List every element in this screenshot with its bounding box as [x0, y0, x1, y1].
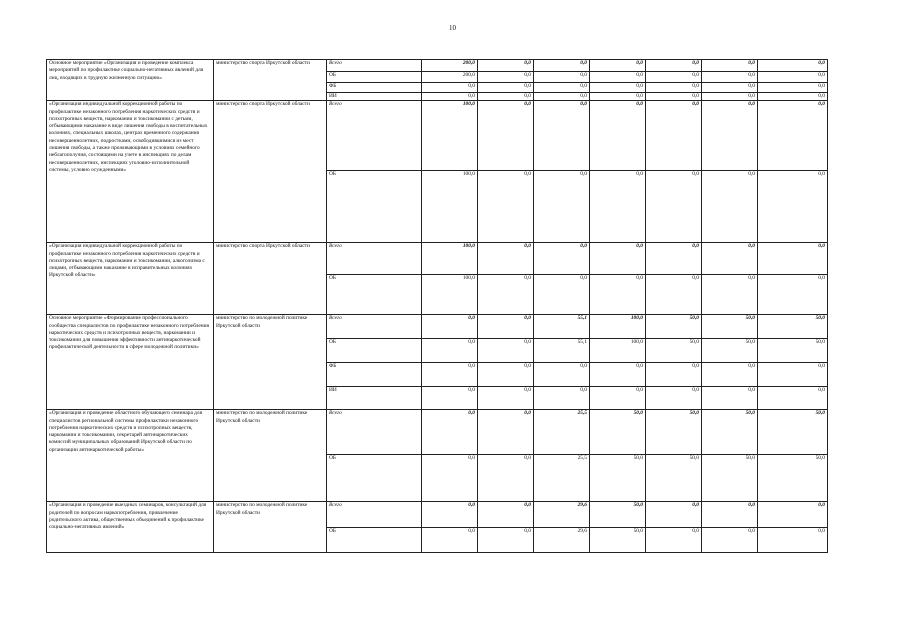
amount-cell: 0,0	[422, 502, 478, 528]
amount-cell: 0,0	[590, 72, 646, 83]
amount-cell: 50,0	[758, 410, 828, 455]
activity-description: «Организация индивидуальной коррекционной работы по профилактике незаконного потребления наркотических средств и психотропных веществ, наркомании и токсикомании, алкоголизма с лицами, отбывающими наказание в исправительных колониях Иркутской области»	[47, 243, 214, 315]
amount-cell: 0,0	[478, 93, 534, 101]
amount-cell: 0,0	[478, 72, 534, 83]
amount-cell: 200,0	[422, 72, 478, 83]
amount-cell: 0,0	[478, 455, 534, 502]
table-row	[47, 243, 828, 275]
amount-cell: 100,0	[422, 101, 478, 171]
amount-cell: 100,0	[590, 339, 646, 363]
amount-cell: 0,0	[646, 502, 702, 528]
amount-cell: 0,0	[702, 387, 758, 410]
amount-cell: 0,0	[590, 60, 646, 72]
amount-cell: 25,5	[534, 455, 590, 502]
activity-description: «Организация и проведение областного обучающего семинара для специалистов региональной системы профилактики незаконного потребления наркотических средств и психотропных веществ, наркомании и токсикомании, секретарей антинаркотических комиссий муниципальных образований Иркутской области по организации антинаркотической работы»	[47, 410, 214, 502]
responsible-executor: министерство спорта Иркутской области	[214, 60, 327, 101]
funding-source: Всего	[327, 243, 422, 275]
amount-cell: 0,0	[758, 171, 828, 243]
amount-cell: 0,0	[478, 528, 534, 553]
amount-cell: 0,0	[646, 528, 702, 553]
amount-cell: 50,0	[590, 502, 646, 528]
amount-cell: 0,0	[646, 101, 702, 171]
funding-source: ОБ	[327, 275, 422, 315]
amount-cell: 50,0	[758, 455, 828, 502]
funding-source: ИИ	[327, 93, 422, 101]
funding-source: ОБ	[327, 171, 422, 243]
table-row	[47, 410, 828, 455]
table-row	[47, 60, 828, 72]
amount-cell: 0,0	[646, 83, 702, 93]
amount-cell: 0,0	[422, 528, 478, 553]
amount-cell: 0,0	[590, 83, 646, 93]
amount-cell: 50,0	[702, 315, 758, 339]
amount-cell: 0,0	[422, 315, 478, 339]
funding-source: ОБ	[327, 339, 422, 363]
amount-cell: 0,0	[478, 60, 534, 72]
amount-cell: 0,0	[590, 275, 646, 315]
amount-cell: 0,0	[702, 83, 758, 93]
table-row	[47, 502, 828, 528]
responsible-executor: министерство спорта Иркутской области	[214, 101, 327, 243]
amount-cell: 0,0	[646, 243, 702, 275]
amount-cell: 50,0	[758, 339, 828, 363]
funding-source: ФБ	[327, 363, 422, 387]
amount-cell: 0,0	[422, 387, 478, 410]
amount-cell: 0,0	[534, 83, 590, 93]
amount-cell: 0,0	[646, 171, 702, 243]
amount-cell: 50,0	[702, 455, 758, 502]
amount-cell: 0,0	[758, 502, 828, 528]
funding-source: Всего	[327, 315, 422, 339]
amount-cell: 0,0	[534, 275, 590, 315]
amount-cell: 50,0	[646, 410, 702, 455]
amount-cell: 0,0	[422, 93, 478, 101]
amount-cell: 0,0	[478, 363, 534, 387]
amount-cell: 0,0	[478, 387, 534, 410]
amount-cell: 0,0	[478, 83, 534, 93]
amount-cell: 200,0	[422, 60, 478, 72]
funding-source: Всего	[327, 101, 422, 171]
amount-cell: 0,0	[534, 60, 590, 72]
amount-cell: 0,0	[758, 93, 828, 101]
amount-cell: 0,0	[758, 528, 828, 553]
amount-cell: 100,0	[422, 171, 478, 243]
amount-cell: 0,0	[758, 243, 828, 275]
amount-cell: 50,0	[646, 315, 702, 339]
amount-cell: 0,0	[702, 243, 758, 275]
amount-cell: 0,0	[758, 72, 828, 83]
amount-cell: 0,0	[590, 93, 646, 101]
amount-cell: 0,0	[534, 387, 590, 410]
amount-cell: 0,0	[590, 363, 646, 387]
amount-cell: 0,0	[478, 243, 534, 275]
amount-cell: 50,0	[590, 455, 646, 502]
responsible-executor: министерство по молодежной политике Иркутской области	[214, 410, 327, 502]
budget-table	[46, 59, 828, 553]
amount-cell: 0,0	[702, 528, 758, 553]
amount-cell: 100,0	[422, 243, 478, 275]
amount-cell: 0,0	[534, 101, 590, 171]
amount-cell: 0,0	[478, 339, 534, 363]
amount-cell: 0,0	[702, 275, 758, 315]
amount-cell: 0,0	[478, 275, 534, 315]
amount-cell: 55,1	[534, 315, 590, 339]
amount-cell: 0,0	[702, 72, 758, 83]
amount-cell: 50,0	[590, 410, 646, 455]
amount-cell: 0,0	[702, 502, 758, 528]
amount-cell: 0,0	[534, 72, 590, 83]
funding-source: Всего	[327, 502, 422, 528]
amount-cell: 0,0	[758, 83, 828, 93]
amount-cell: 0,0	[646, 72, 702, 83]
amount-cell: 50,0	[702, 410, 758, 455]
amount-cell: 29,6	[534, 502, 590, 528]
funding-source: ОБ	[327, 72, 422, 83]
amount-cell: 100,0	[422, 275, 478, 315]
amount-cell: 0,0	[758, 101, 828, 171]
activity-description: «Организация индивидуальной коррекционной работы по профилактике незаконного потребления наркотических средств и психотропных веществ, наркомании и токсикомании с детьми, отбывающими наказание в виде лишения свободы в воспитательных колониях, специальных школах, центрах временного содержания несовершеннолетних, подростками, освободившимися из мест лишения свободы, а также проживающими в условиях семейного неблагополучия, состоящими на учете в инспекциях по делам несовершеннолетних, инспекциях уголовно-исполнительной системы, условно осужденными»	[47, 101, 214, 243]
amount-cell: 0,0	[590, 101, 646, 171]
amount-cell: 100,0	[590, 315, 646, 339]
funding-source: ФБ	[327, 83, 422, 93]
amount-cell: 0,0	[702, 171, 758, 243]
amount-cell: 0,0	[534, 243, 590, 275]
amount-cell: 0,0	[534, 93, 590, 101]
amount-cell: 0,0	[534, 363, 590, 387]
amount-cell: 0,0	[758, 275, 828, 315]
amount-cell: 25,5	[534, 410, 590, 455]
amount-cell: 0,0	[702, 101, 758, 171]
amount-cell: 0,0	[478, 410, 534, 455]
funding-source: Всего	[327, 410, 422, 455]
amount-cell: 50,0	[646, 455, 702, 502]
funding-source: ОБ	[327, 455, 422, 502]
funding-source: ИИ	[327, 387, 422, 410]
activity-description: «Организация и проведение выездных семинаров, консультаций для родителей по вопросам наркопотребления, привлечение родительского актива, общественных объединений к профилактике социально-негативных явлений»	[47, 502, 214, 553]
amount-cell: 50,0	[646, 339, 702, 363]
amount-cell: 0,0	[422, 339, 478, 363]
amount-cell: 0,0	[758, 60, 828, 72]
activity-description: Основное мероприятие «Организация и проведение комплекса мероприятий по профилактике социально-негативных явлений для лиц, входящих в трудную жизненную ситуацию»	[47, 60, 214, 101]
amount-cell: 0,0	[590, 387, 646, 410]
funding-source: Всего	[327, 60, 422, 72]
amount-cell: 0,0	[422, 455, 478, 502]
amount-cell: 50,0	[758, 315, 828, 339]
amount-cell: 0,0	[702, 363, 758, 387]
amount-cell: 0,0	[758, 387, 828, 410]
amount-cell: 0,0	[422, 83, 478, 93]
amount-cell: 55,1	[534, 339, 590, 363]
amount-cell: 50,0	[702, 339, 758, 363]
amount-cell: 0,0	[590, 243, 646, 275]
amount-cell: 50,0	[590, 528, 646, 553]
amount-cell: 0,0	[758, 363, 828, 387]
amount-cell: 0,0	[646, 93, 702, 101]
table-row	[47, 101, 828, 171]
amount-cell: 0,0	[478, 315, 534, 339]
amount-cell: 29,6	[534, 528, 590, 553]
amount-cell: 0,0	[646, 60, 702, 72]
amount-cell: 0,0	[646, 363, 702, 387]
responsible-executor: министерство по молодежной политике Иркутской области	[214, 315, 327, 410]
amount-cell: 0,0	[646, 387, 702, 410]
funding-source: ОБ	[327, 528, 422, 553]
table-row	[47, 315, 828, 339]
amount-cell: 0,0	[702, 60, 758, 72]
amount-cell: 0,0	[478, 101, 534, 171]
amount-cell: 0,0	[478, 502, 534, 528]
amount-cell: 0,0	[534, 171, 590, 243]
amount-cell: 0,0	[590, 171, 646, 243]
amount-cell: 0,0	[422, 410, 478, 455]
activity-description: Основное мероприятие «Формирование профессионального сообщества специалистов по профилактике незаконного потребления наркотических средств и психотропных веществ, наркомании и токсикомании для повышения эффективности антинаркотической профилактической деятельности в сфере молодежной политики»	[47, 315, 214, 410]
responsible-executor: министерство по молодежной политике Иркутской области	[214, 502, 327, 553]
page-number: 10	[449, 24, 456, 32]
amount-cell: 0,0	[646, 275, 702, 315]
amount-cell: 0,0	[422, 363, 478, 387]
responsible-executor: министерство спорта Иркутской области	[214, 243, 327, 315]
amount-cell: 0,0	[478, 171, 534, 243]
amount-cell: 0,0	[702, 93, 758, 101]
